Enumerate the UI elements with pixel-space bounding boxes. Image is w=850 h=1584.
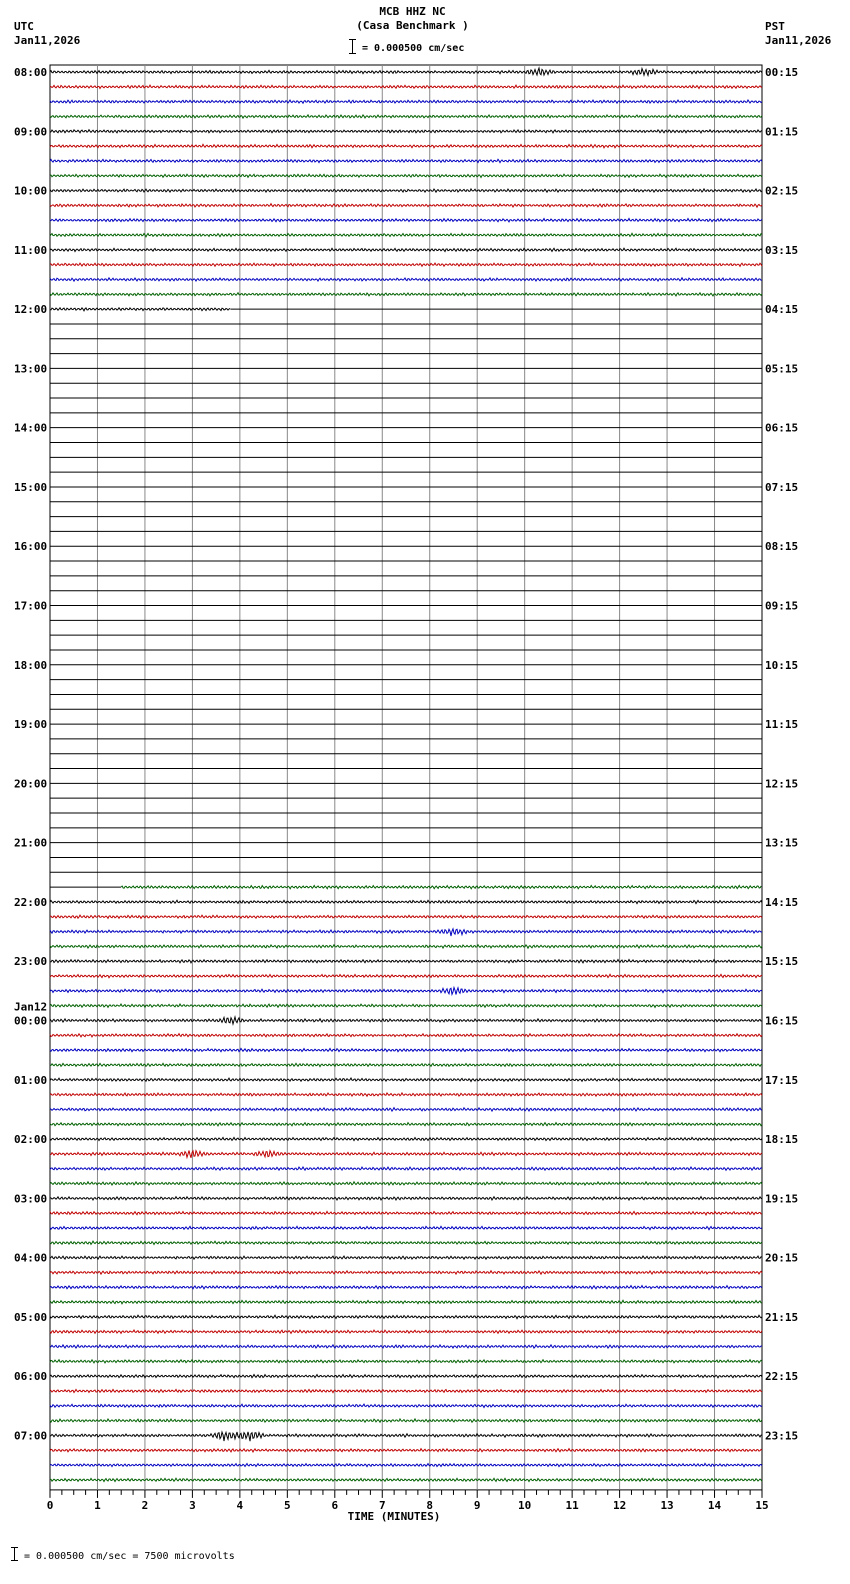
seismic-trace — [50, 248, 762, 251]
x-tick-label: 7 — [378, 1498, 386, 1512]
pst-hour-label: 03:15 — [765, 243, 799, 257]
seismic-trace — [50, 1330, 762, 1333]
seismic-trace — [50, 308, 230, 311]
seismic-trace — [50, 218, 762, 221]
seismic-trace — [50, 1389, 762, 1392]
seismic-trace — [50, 1375, 762, 1378]
x-tick-label: 4 — [236, 1498, 244, 1512]
footer-scale-cap-top-icon — [11, 1547, 18, 1548]
seismic-trace — [50, 1063, 762, 1066]
seismic-trace — [50, 1478, 762, 1481]
seismic-trace — [50, 174, 762, 177]
pst-hour-label: 22:15 — [765, 1370, 799, 1384]
utc-zone-label: UTC — [14, 20, 34, 33]
x-tick-label: 9 — [473, 1498, 481, 1512]
pst-hour-label: 09:15 — [765, 599, 799, 613]
seismic-trace — [50, 1404, 762, 1407]
footer-scale-icon — [14, 1547, 15, 1561]
seismic-trace — [50, 945, 762, 948]
seismic-trace — [50, 929, 762, 936]
seismic-traces — [50, 68, 762, 1482]
utc-hour-label: 05:00 — [14, 1310, 48, 1324]
seismic-trace — [50, 85, 762, 88]
time-axis — [47, 1490, 769, 1523]
seismic-trace — [50, 1150, 762, 1157]
utc-hour-label: 01:00 — [14, 1073, 48, 1087]
utc-hour-label: 13:00 — [14, 362, 48, 376]
station-title: MCB HHZ NC — [379, 5, 446, 18]
x-tick-label: 10 — [518, 1498, 532, 1512]
seismic-trace — [50, 1197, 762, 1200]
seismic-trace — [50, 1078, 762, 1081]
seismic-trace — [50, 1167, 762, 1170]
pst-hour-label: 12:15 — [765, 777, 799, 791]
utc-hour-label: 02:00 — [14, 1133, 48, 1147]
pst-hour-label: 11:15 — [765, 718, 799, 732]
seismic-trace — [50, 915, 762, 918]
seismic-trace — [50, 1300, 762, 1303]
seismic-trace — [50, 144, 762, 147]
seismic-trace — [50, 1345, 762, 1348]
pst-hour-label: 17:15 — [765, 1073, 799, 1087]
pst-hour-label: 14:15 — [765, 895, 799, 909]
x-tick-label: 5 — [284, 1498, 291, 1512]
seismic-trace — [50, 1211, 762, 1214]
utc-hour-label: 08:00 — [14, 66, 48, 79]
utc-hour-label: 12:00 — [14, 303, 48, 317]
scale-label: = 0.000500 cm/sec — [362, 43, 465, 54]
x-tick-label: 15 — [755, 1498, 769, 1512]
seismic-trace — [50, 293, 762, 296]
utc-hour-label: 15:00 — [14, 480, 48, 494]
x-tick-label: 2 — [141, 1498, 149, 1512]
utc-hour-label: 18:00 — [14, 658, 48, 672]
footer-scale-label: = 0.000500 cm/sec = 7500 microvolts — [24, 1551, 235, 1562]
seismic-trace — [50, 1017, 762, 1024]
x-tick-label: 13 — [660, 1498, 674, 1512]
seismic-trace — [50, 1286, 762, 1289]
utc-hour-label: 17:00 — [14, 599, 48, 613]
seismic-trace — [121, 885, 761, 888]
seismic-trace — [50, 960, 762, 963]
seismic-trace — [50, 1315, 762, 1318]
seismic-trace — [50, 278, 762, 281]
seismic-trace — [50, 1463, 762, 1466]
pst-hour-label: 00:15 — [765, 66, 799, 79]
utc-hour-label: 21:00 — [14, 836, 48, 850]
seismic-trace — [50, 159, 762, 162]
pst-hour-label: 07:15 — [765, 480, 799, 494]
pst-date-label: Jan11,2026 — [765, 34, 832, 47]
utc-hour-label: 23:00 — [14, 955, 48, 969]
x-tick-label: 11 — [565, 1498, 579, 1512]
seismic-trace — [50, 1093, 762, 1096]
date-change-label: Jan12 — [14, 1000, 48, 1014]
pst-hour-label: 05:15 — [765, 362, 799, 376]
pst-hour-label: 04:15 — [765, 303, 799, 317]
utc-hour-label: 03:00 — [14, 1192, 48, 1206]
utc-hour-label: 16:00 — [14, 540, 48, 554]
utc-date-label: Jan11,2026 — [14, 34, 81, 47]
utc-hour-label: 19:00 — [14, 718, 48, 732]
utc-hour-label: 14:00 — [14, 421, 48, 435]
seismic-trace — [50, 233, 762, 236]
pst-hour-label: 10:15 — [765, 658, 799, 672]
utc-hour-label: 09:00 — [14, 125, 48, 139]
seismic-trace — [50, 1048, 762, 1051]
x-tick-label: 12 — [612, 1498, 627, 1512]
seismic-trace — [50, 1419, 762, 1422]
pst-hour-label: 15:15 — [765, 955, 799, 969]
seismic-trace — [50, 1137, 762, 1140]
pst-hour-label: 20:15 — [765, 1251, 799, 1265]
seismic-trace — [50, 1108, 762, 1111]
seismic-trace — [50, 1256, 762, 1259]
seismic-trace — [50, 988, 762, 995]
pst-hour-label: 06:15 — [765, 421, 799, 435]
pst-hour-label: 19:15 — [765, 1192, 799, 1206]
pst-hour-label: 18:15 — [765, 1133, 799, 1147]
seismic-trace — [50, 1226, 762, 1229]
pst-zone-label: PST — [765, 20, 785, 33]
seismic-trace — [50, 1004, 762, 1007]
pst-hour-label: 01:15 — [765, 125, 799, 139]
seismic-trace — [50, 1241, 762, 1244]
seismic-trace — [50, 974, 762, 977]
utc-hour-label: 20:00 — [14, 777, 48, 791]
pst-hour-label: 16:15 — [765, 1014, 799, 1028]
seismic-trace — [50, 189, 762, 192]
x-tick-label: 6 — [331, 1498, 339, 1512]
seismic-trace — [50, 100, 762, 103]
station-subtitle: (Casa Benchmark ) — [356, 19, 469, 32]
utc-hour-label: 10:00 — [14, 184, 48, 198]
utc-hour-label: 22:00 — [14, 895, 48, 909]
seismic-trace — [50, 204, 762, 207]
utc-hour-label: 04:00 — [14, 1251, 48, 1265]
seismic-trace — [50, 115, 762, 118]
seismic-trace — [50, 1271, 762, 1274]
seismic-trace — [50, 130, 762, 133]
pst-hour-label: 02:15 — [765, 184, 799, 198]
pst-hour-label: 23:15 — [765, 1429, 799, 1443]
seismic-trace — [50, 1449, 762, 1452]
utc-hour-label: 06:00 — [14, 1370, 48, 1384]
pst-hour-label: 21:15 — [765, 1310, 799, 1324]
seismic-trace — [50, 1182, 762, 1185]
seismic-trace — [50, 900, 762, 903]
seismic-trace — [50, 1432, 762, 1441]
pst-hour-label: 08:15 — [765, 540, 799, 554]
seismic-trace — [50, 68, 762, 75]
x-tick-label: 1 — [94, 1498, 101, 1512]
seismic-trace — [50, 263, 762, 266]
utc-hour-label: 00:00 — [14, 1014, 48, 1028]
x-tick-label: 0 — [46, 1498, 54, 1512]
x-tick-label: 3 — [189, 1498, 196, 1512]
x-tick-label: 14 — [707, 1498, 722, 1512]
footer-scale-cap-bottom-icon — [11, 1560, 18, 1561]
x-axis-label: TIME (MINUTES) — [347, 1509, 441, 1523]
utc-hour-label: 07:00 — [14, 1429, 48, 1443]
seismic-trace — [50, 1123, 762, 1126]
seismic-trace — [50, 1360, 762, 1363]
pst-hour-label: 13:15 — [765, 836, 799, 850]
seismic-trace — [50, 1034, 762, 1037]
utc-hour-label: 11:00 — [14, 243, 48, 257]
x-tick-label: 8 — [426, 1498, 434, 1512]
